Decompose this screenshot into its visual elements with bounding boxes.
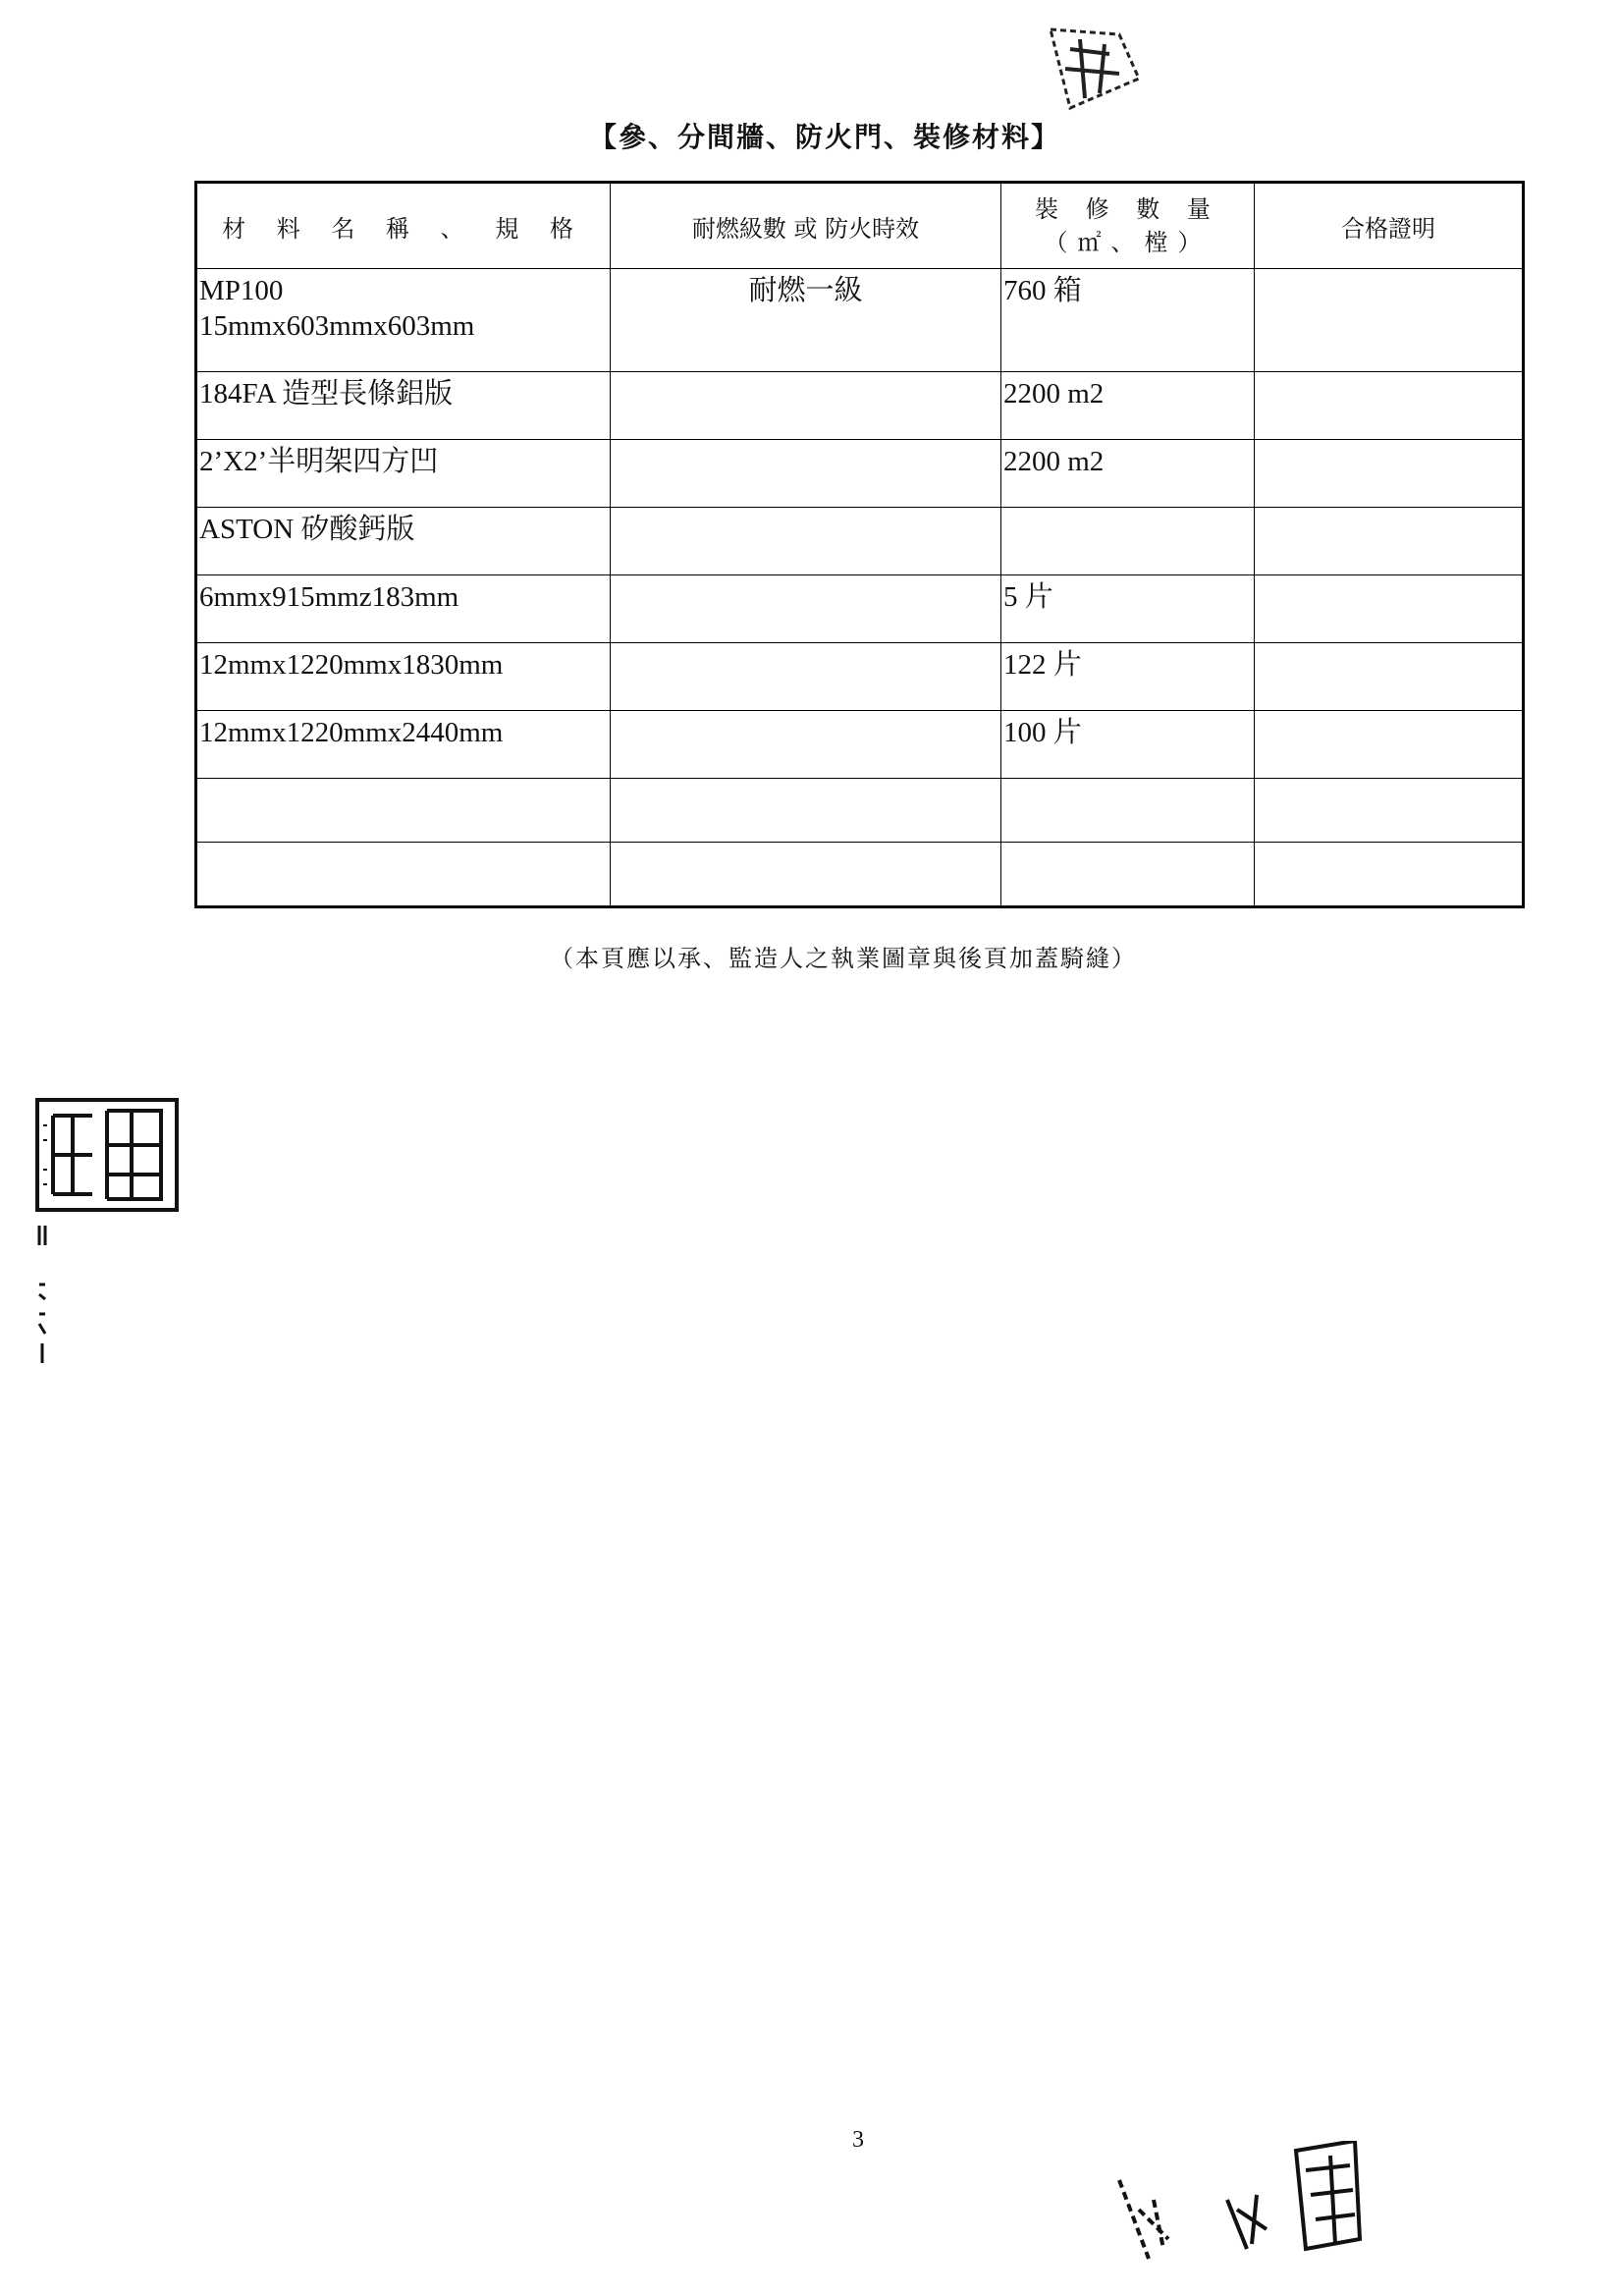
seal-stamp-bottom xyxy=(1109,2141,1365,2269)
cell-rating xyxy=(611,643,1001,711)
cell-qty-text: 2200 m2 xyxy=(1003,446,1105,477)
cell-name xyxy=(196,269,611,372)
header-qty xyxy=(1001,183,1255,269)
cell-cert-text xyxy=(1255,508,1522,512)
cell-name xyxy=(196,575,611,643)
cell-rating xyxy=(611,779,1001,843)
cell-name xyxy=(196,643,611,711)
header-cert xyxy=(1255,183,1524,269)
cell-rating xyxy=(611,508,1001,575)
cell-rating xyxy=(611,575,1001,643)
cell-cert xyxy=(1255,575,1524,643)
cell-qty-text: 100 片 xyxy=(1003,717,1082,748)
table-row xyxy=(196,440,1524,508)
cell-cert xyxy=(1255,711,1524,779)
table-row xyxy=(196,643,1524,711)
cell-name-text: ASTON 矽酸鈣版 xyxy=(199,514,415,545)
cell-cert-text xyxy=(1255,711,1522,715)
cell-qty-text: 760 箱 xyxy=(1003,275,1082,306)
cell-qty-text xyxy=(1001,843,1254,847)
cell-cert-text xyxy=(1255,843,1522,847)
table-row xyxy=(196,269,1524,372)
cell-qty-text xyxy=(1001,779,1254,783)
cell-qty xyxy=(1001,843,1255,907)
header-qty-label: 裝 修 數 量 xyxy=(1035,195,1220,223)
header-qty-unit: （㎡、樘） xyxy=(1044,229,1212,256)
cell-qty xyxy=(1001,643,1255,711)
cell-rating-text xyxy=(611,779,1000,783)
cell-name xyxy=(196,440,611,508)
cell-qty xyxy=(1001,372,1255,440)
cell-qty-text: 2200 m2 xyxy=(1003,378,1105,410)
cell-qty xyxy=(1001,575,1255,643)
table-header-row xyxy=(196,183,1524,269)
cell-qty xyxy=(1001,269,1255,372)
cell-cert-text xyxy=(1255,372,1522,376)
cell-rating-text xyxy=(611,372,1000,376)
table-row xyxy=(196,508,1524,575)
cell-cert xyxy=(1255,269,1524,372)
table-row xyxy=(196,779,1524,843)
table-row xyxy=(196,843,1524,907)
cell-qty xyxy=(1001,508,1255,575)
cell-rating xyxy=(611,711,1001,779)
cell-cert xyxy=(1255,372,1524,440)
cell-rating-text xyxy=(611,643,1000,647)
cell-rating-text xyxy=(611,440,1000,444)
cell-qty-text: 122 片 xyxy=(1003,649,1082,681)
seal-stamp-top xyxy=(1011,20,1159,118)
seal-stamp-side xyxy=(35,1226,49,1363)
page-title: 【參、分間牆、防火門、裝修材料】 xyxy=(589,121,1061,153)
cell-name-text: 6mmx915mmz183mm xyxy=(199,581,459,613)
cell-cert-text xyxy=(1255,269,1522,273)
cell-qty-text xyxy=(1001,508,1254,512)
cell-name xyxy=(196,372,611,440)
cell-qty xyxy=(1001,440,1255,508)
cell-name-text: 184FA 造型長條鋁版 xyxy=(199,378,454,410)
cell-rating xyxy=(611,269,1001,372)
cell-name-text xyxy=(197,843,610,847)
cell-rating-text xyxy=(611,508,1000,512)
cell-name-text: 12mmx1220mmx1830mm xyxy=(199,649,504,681)
cell-qty xyxy=(1001,779,1255,843)
cell-cert xyxy=(1255,779,1524,843)
materials-table xyxy=(194,181,1525,908)
cell-name xyxy=(196,779,611,843)
cell-rating xyxy=(611,843,1001,907)
table-row xyxy=(196,575,1524,643)
cell-rating xyxy=(611,440,1001,508)
header-rating xyxy=(611,183,1001,269)
cell-rating-text xyxy=(611,711,1000,715)
page-number: 3 xyxy=(852,2127,864,2153)
cell-qty-text: 5 片 xyxy=(1003,581,1053,613)
header-cert-label: 合格證明 xyxy=(1341,214,1435,243)
cell-rating xyxy=(611,372,1001,440)
seal-stamp-left xyxy=(33,1096,181,1214)
cell-cert xyxy=(1255,843,1524,907)
cell-name-text: 2’X2’半明架四方凹 xyxy=(199,446,439,477)
cell-cert xyxy=(1255,508,1524,575)
cell-rating-text: 耐燃一級 xyxy=(748,275,863,306)
cell-name xyxy=(196,843,611,907)
cell-cert-text xyxy=(1255,575,1522,579)
table-row xyxy=(196,711,1524,779)
cell-cert-text xyxy=(1255,779,1522,783)
table-row xyxy=(196,372,1524,440)
cell-rating-text xyxy=(611,843,1000,847)
header-rating-label: 耐燃級數 或 防火時效 xyxy=(691,214,920,243)
cell-name xyxy=(196,508,611,575)
cell-name-text: 12mmx1220mmx2440mm xyxy=(199,717,504,748)
cell-qty xyxy=(1001,711,1255,779)
seam-stamp-note: （本頁應以承、監造人之執業圖章與後頁加蓋騎縫） xyxy=(550,945,1137,972)
cell-name xyxy=(196,711,611,779)
cell-name-text: MP100 15mmx603mmx603mm xyxy=(199,275,475,342)
cell-rating-text xyxy=(611,575,1000,579)
header-name-label: 材 料 名 稱 、 規 格 xyxy=(222,214,585,243)
cell-cert xyxy=(1255,440,1524,508)
cell-cert-text xyxy=(1255,440,1522,444)
cell-cert-text xyxy=(1255,643,1522,647)
cell-cert xyxy=(1255,643,1524,711)
cell-name-text xyxy=(197,779,610,783)
header-name xyxy=(196,183,611,269)
